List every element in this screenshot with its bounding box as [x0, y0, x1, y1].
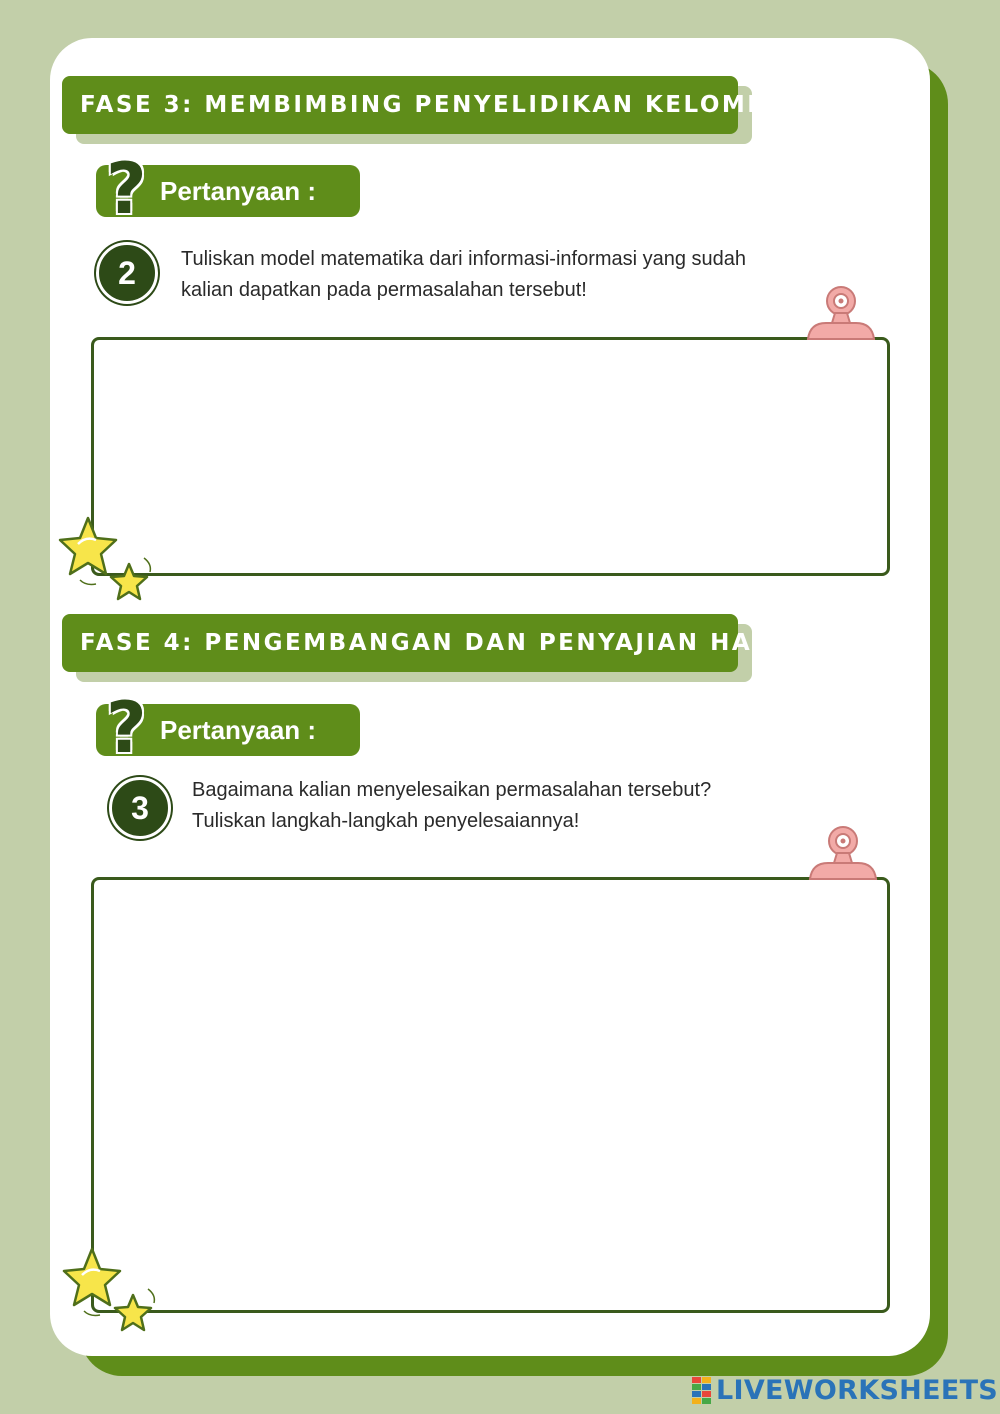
question-label-badge-2 [96, 687, 360, 769]
question-2-text [181, 244, 881, 306]
answer-box-3[interactable] [91, 877, 890, 1313]
question-mark-icon: ? [106, 687, 147, 769]
question-label: Pertanyaan : [160, 176, 317, 206]
binder-clip-icon [806, 823, 880, 881]
question-mark-icon: ? [106, 148, 147, 230]
fase-4-heading: FASE 4: PENGEMBANGAN DAN PENYAJIAN HASIL [62, 614, 738, 672]
binder-clip-icon [804, 283, 878, 341]
question-2-line-2: kalian dapatkan pada permasalahan tersebut! [181, 279, 587, 301]
question-2-line-1: Tuliskan model matematika dari informasi-informasi yang sudah [181, 248, 747, 270]
answer-box-2[interactable] [91, 337, 890, 576]
question-label: Pertanyaan : [160, 715, 317, 745]
question-number-3: 3 [109, 777, 171, 839]
liveworksheets-logo[interactable] [692, 1373, 999, 1409]
question-number-2: 2 [96, 242, 158, 304]
question-3-line-1: Bagaimana kalian menyelesaikan permasalahan tersebut? [192, 779, 712, 801]
stars-icon [56, 514, 156, 606]
question-3-line-2: Tuliskan langkah-langkah penyelesaiannya! [192, 810, 580, 832]
liveworksheets-brand: LIVEWORKSHEETS [716, 1375, 999, 1406]
liveworksheets-mark-icon [692, 1377, 712, 1405]
question-label-badge-1 [96, 148, 360, 230]
stars-icon [60, 1245, 160, 1337]
fase-3-heading: FASE 3: MEMBIMBING PENYELIDIKAN KELOMPOK [62, 76, 738, 134]
question-3-text [192, 775, 892, 837]
